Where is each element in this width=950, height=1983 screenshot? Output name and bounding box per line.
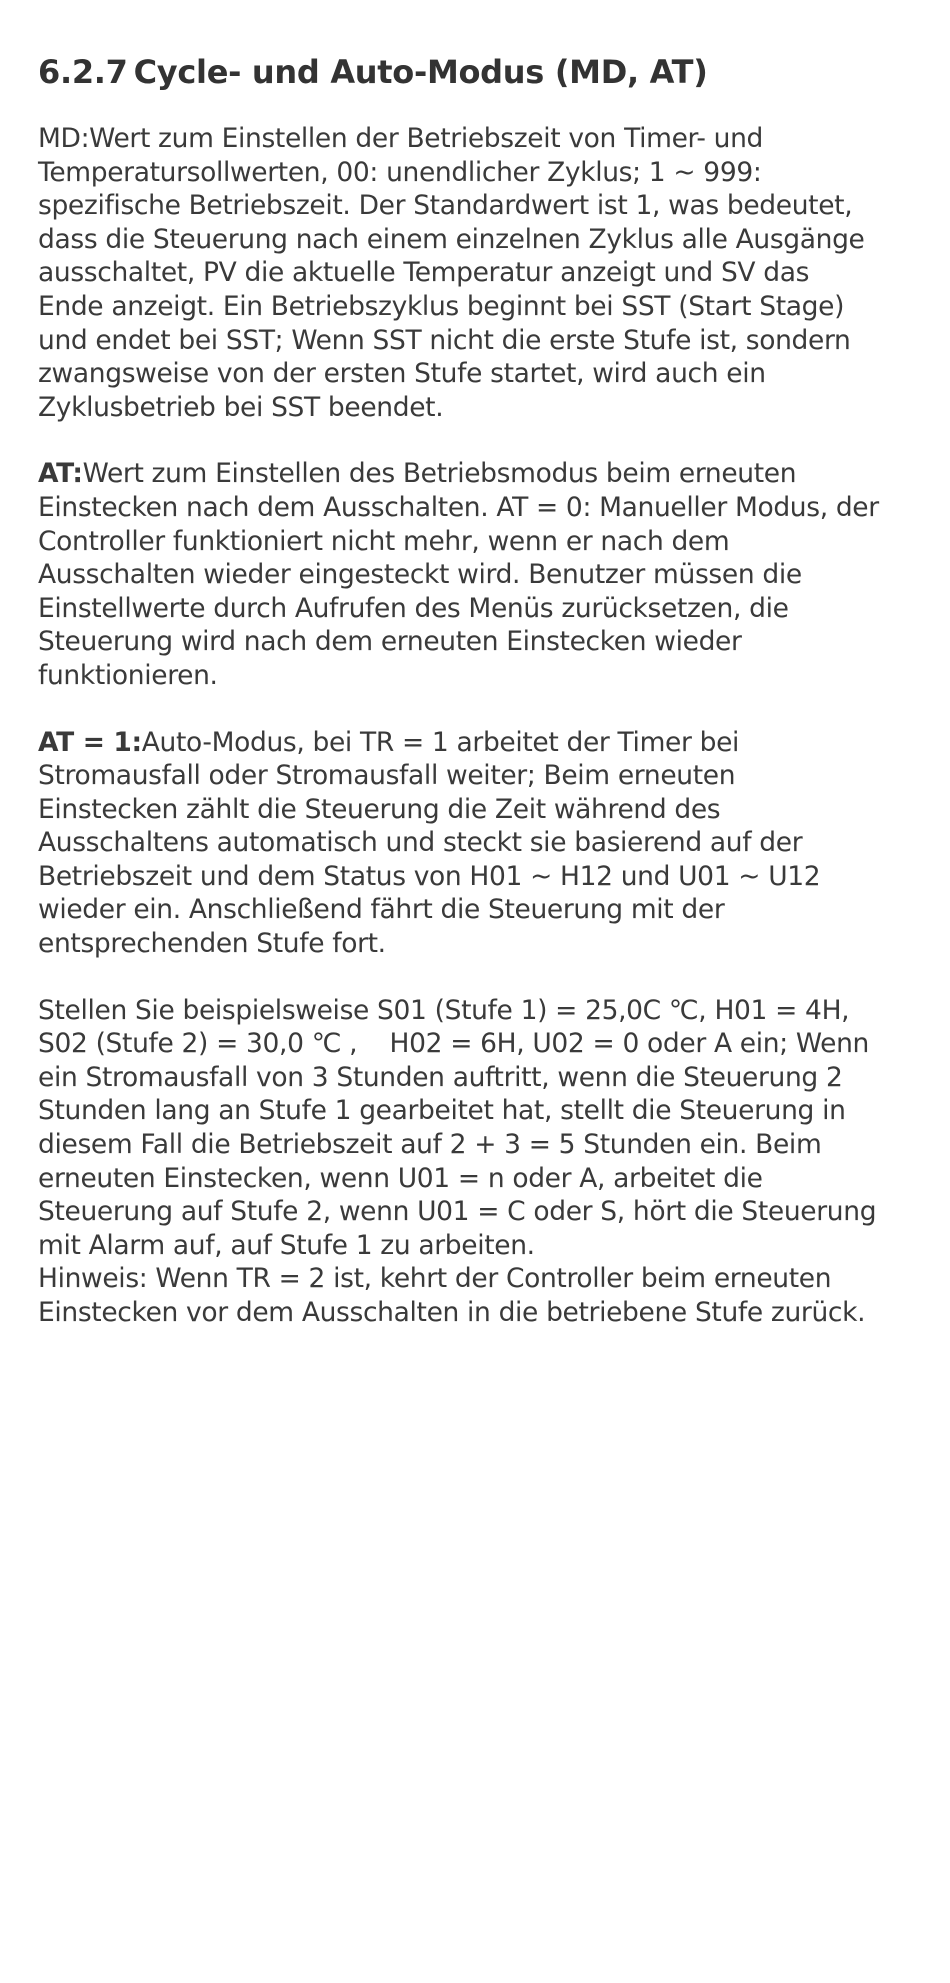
text-line: Temperatursollwerten, 00: unendlicher Zyklus; 1 ~ 999: (38, 156, 762, 188)
text-line: Steuerung auf Stufe 2, wenn U01 = C oder S, hört die Steuerung (38, 1196, 877, 1228)
text-line: erneuten Einstecken, wenn U01 = n oder A, arbeitet die (38, 1162, 763, 1194)
section-number: 6.2.7 (38, 53, 128, 91)
text-line (38, 457, 950, 491)
text-line: spezifische Betriebszeit. Der Standardwert ist 1, was bedeutet, (38, 190, 853, 222)
text-line: zwangsweise von der ersten Stufe startet, wird auch ein (38, 358, 766, 390)
text-line: Stunden lang an Stufe 1 gearbeitet hat, stellt die Steuerung in (38, 1095, 846, 1127)
text-line: Ausschaltens automatisch und steckt sie basierend auf der (38, 827, 803, 859)
text-line: mit Alarm auf, auf Stufe 1 zu arbeiten. (38, 1229, 535, 1261)
text-line: diesem Fall die Betriebszeit auf 2 + 3 = 5 Stunden ein. Beim (38, 1129, 822, 1161)
document-page (38, 52, 950, 1330)
paragraph-md (38, 122, 950, 424)
text-line: Einstecken nach dem Ausschalten. AT = 0: Manueller Modus, der (38, 491, 879, 523)
text-line-rest: Wert zum Einstellen des Betriebsmodus beim erneuten (82, 458, 797, 490)
text-line: Ende anzeigt. Ein Betriebszyklus beginnt bei SST (Start Stage) (38, 290, 845, 322)
text-line: Stellen Sie beispielsweise S01 (Stufe 1) = 25,0C ℃, H01 = 4H, (38, 994, 850, 1026)
paragraph-example (38, 994, 950, 1330)
text-line: dass die Steuerung nach einem einzelnen Zyklus alle Ausgänge (38, 223, 865, 255)
text-line: Einstellwerte durch Aufrufen des Menüs zurücksetzen, die (38, 592, 789, 624)
text-line: Stromausfall oder Stromausfall weiter; Beim erneuten (38, 760, 736, 792)
paragraph-at (38, 457, 950, 692)
section-heading (38, 52, 950, 92)
text-line-rest: Auto-Modus, bei TR = 1 arbeitet der Timer bei (141, 726, 740, 758)
text-line: Controller funktioniert nicht mehr, wenn er nach dem (38, 525, 730, 557)
text-line: S02 (Stufe 2) = 30,0 ℃ , H02 = 6H, U02 = 0 oder A ein; Wenn (38, 1028, 869, 1060)
section-title: Cycle- und Auto-Modus (MD, AT) (133, 53, 708, 91)
text-line: ausschaltet, PV die aktuelle Temperatur anzeigt und SV das (38, 257, 810, 289)
text-line (38, 726, 950, 760)
text-line: ein Stromausfall von 3 Stunden auftritt, wenn die Steuerung 2 (38, 1061, 843, 1093)
text-line: wieder ein. Anschließend fährt die Steuerung mit der (38, 894, 725, 926)
text-line: Steuerung wird nach dem erneuten Einstecken wieder (38, 626, 742, 658)
note-line: Hinweis: Wenn TR = 2 ist, kehrt der Controller beim erneuten (38, 1263, 832, 1295)
paragraph-lead: AT: (38, 458, 83, 490)
text-line: entsprechenden Stufe fort. (38, 928, 386, 960)
text-line: MD:Wert zum Einstellen der Betriebszeit von Timer- und (38, 123, 764, 154)
paragraph-at1 (38, 726, 950, 961)
text-line: Zyklusbetrieb bei SST beendet. (38, 391, 444, 423)
text-line: und endet bei SST; Wenn SST nicht die erste Stufe ist, sondern (38, 324, 851, 356)
paragraph-lead: AT = 1: (38, 726, 142, 758)
note-line: Einstecken vor dem Ausschalten in die betriebene Stufe zurück. (38, 1297, 866, 1328)
text-line: Ausschalten wieder eingesteckt wird. Benutzer müssen die (38, 559, 802, 591)
text-line: funktionieren. (38, 659, 218, 691)
text-line: Einstecken zählt die Steuerung die Zeit während des (38, 793, 721, 825)
text-line: Betriebszeit und dem Status von H01 ~ H12 und U01 ~ U12 (38, 860, 821, 892)
